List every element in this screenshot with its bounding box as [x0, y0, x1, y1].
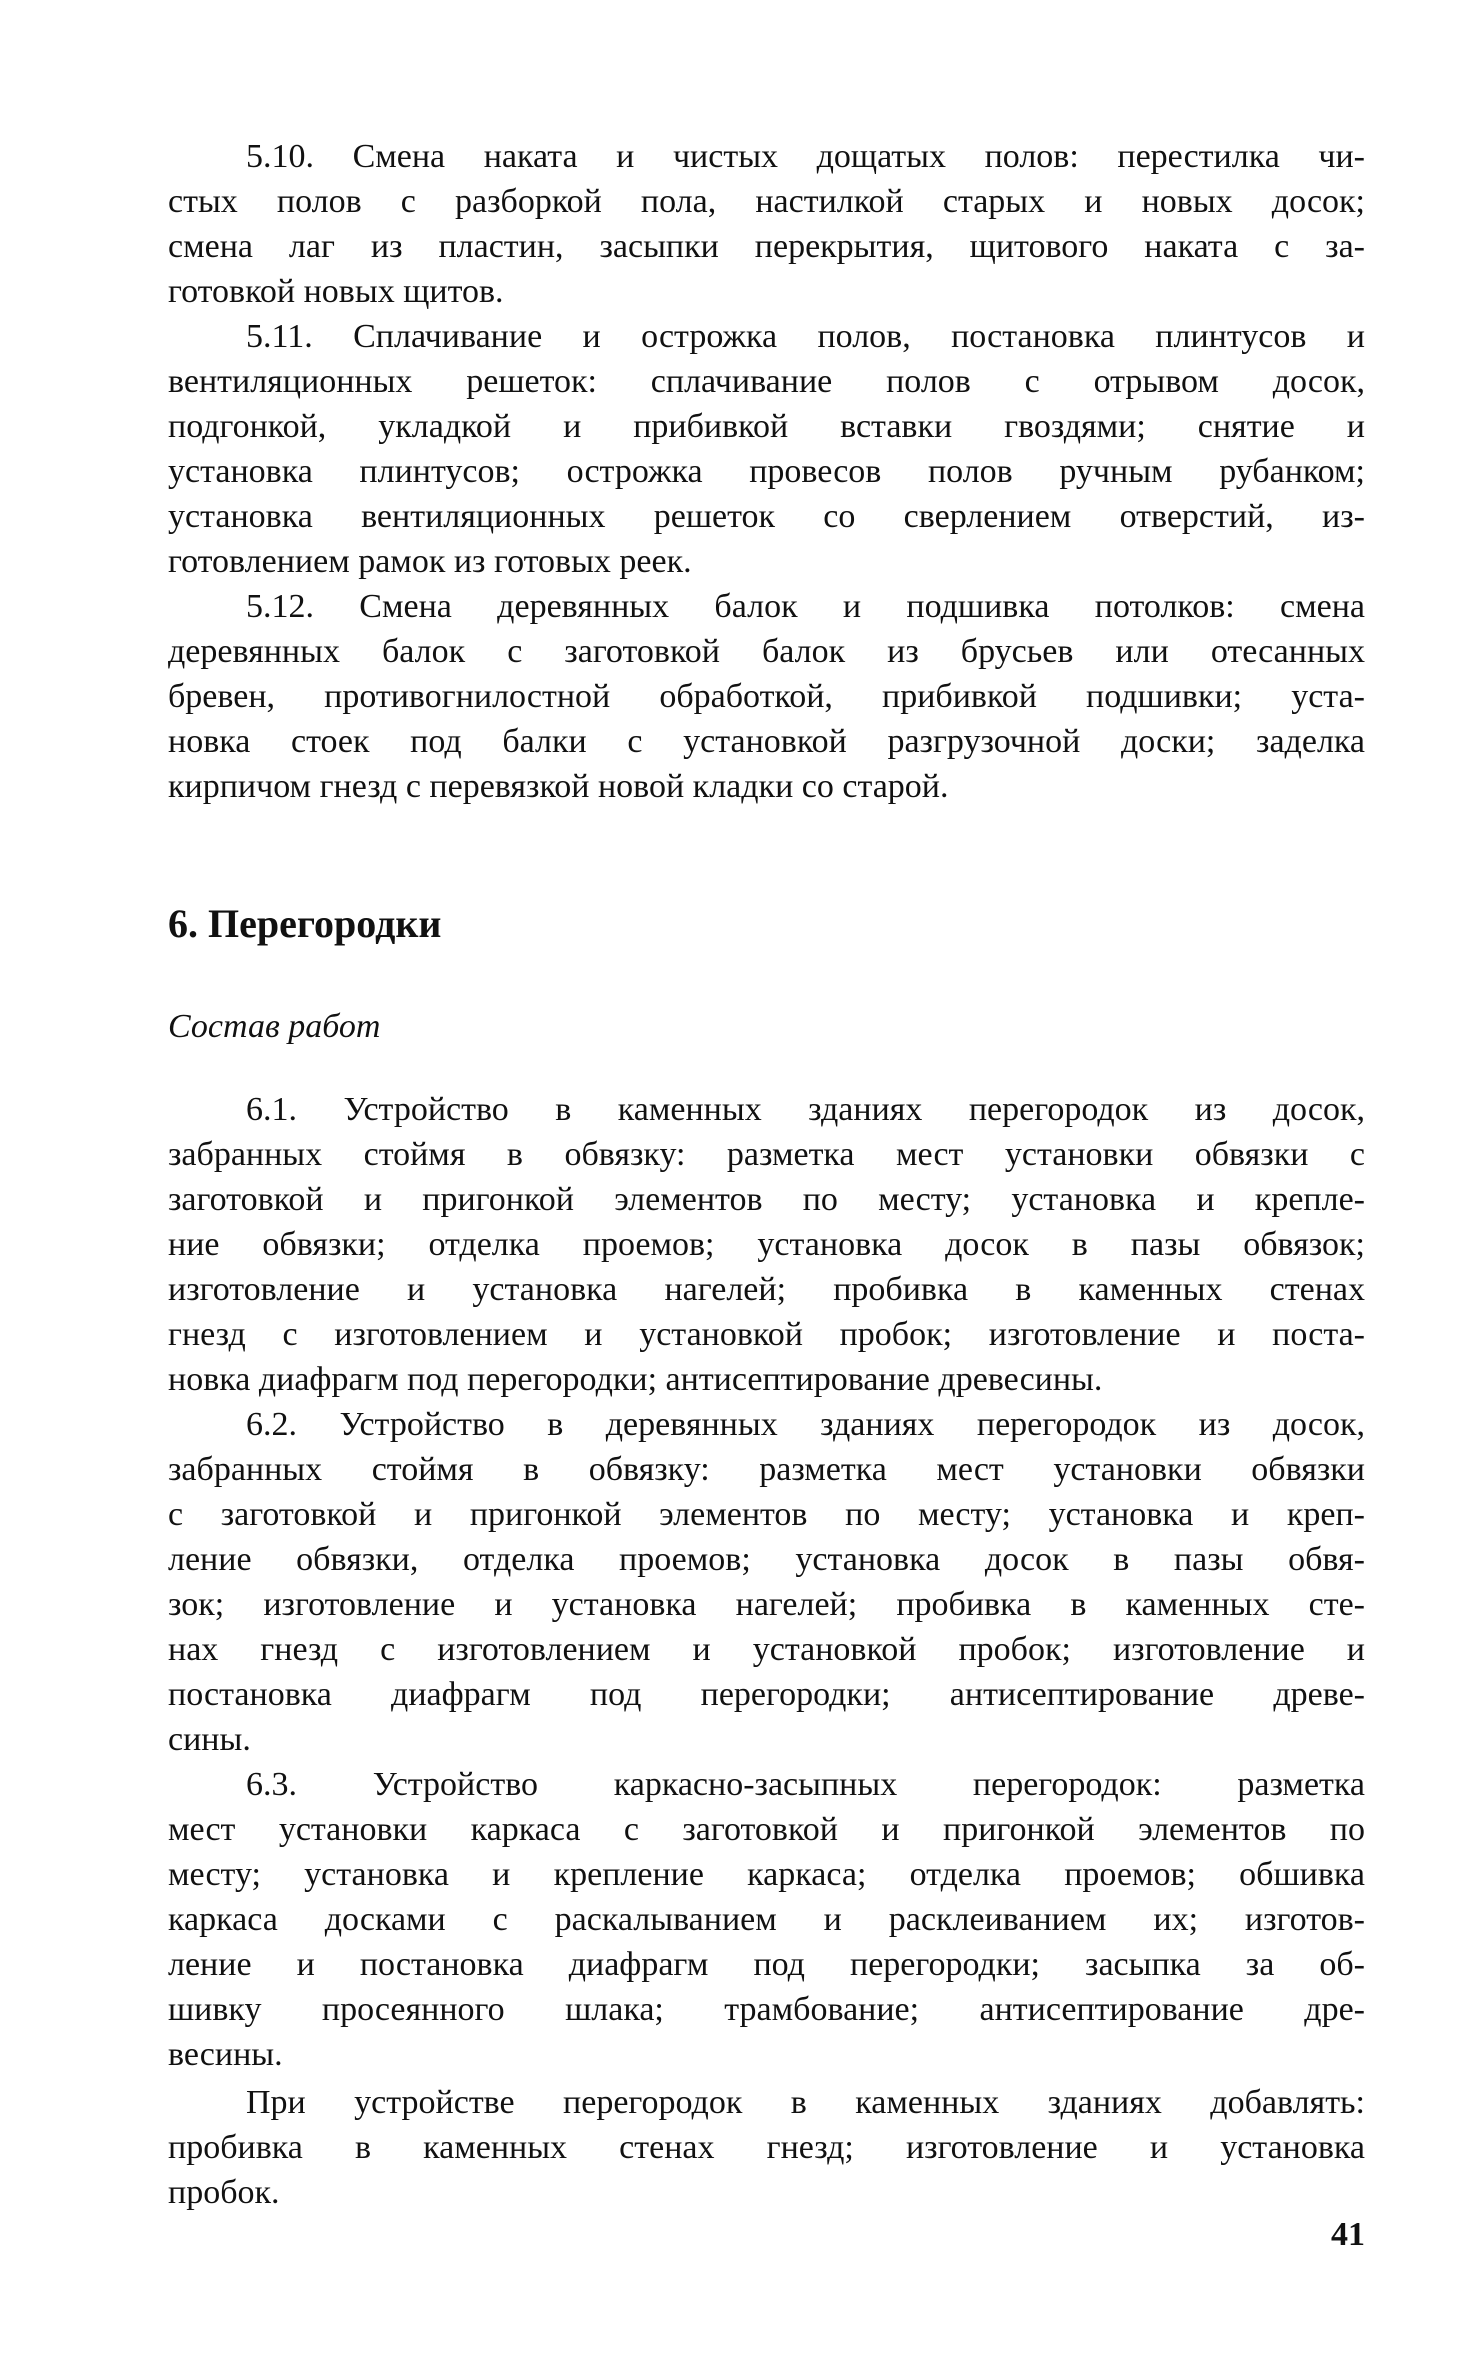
text-line: зок; изготовление и установка нагелей; пробивка в каменных сте- — [168, 1586, 1365, 1623]
text-line: ние обвязки; отделка проемов; установка досок в пазы обвязок; — [168, 1226, 1365, 1263]
paragraph — [168, 134, 1365, 314]
text-line: установка плинтусов; острожка провесов полов ручным рубанком; — [168, 453, 1365, 490]
text-line: готовлением рамок из готовых реек. — [168, 543, 692, 580]
text-line: каркаса досками с раскалыванием и расклеиванием их; изготов- — [168, 1901, 1365, 1938]
section-subheading: Состав работ — [168, 1008, 381, 1045]
text-line: шивку просеянного шлака; трамбование; антисептирование дре- — [168, 1991, 1365, 2028]
text-line: 5.10. Смена наката и чистых дощатых полов: перестилка чи- — [246, 138, 1365, 175]
paragraph — [168, 584, 1365, 809]
text-line: забранных стоймя в обвязку: разметка мест установки обвязки — [168, 1451, 1365, 1488]
section-5-text — [168, 134, 1365, 809]
text-line: подгонкой, укладкой и прибивкой вставки гвоздями; снятие и — [168, 408, 1365, 445]
section-6-text — [168, 1087, 1365, 2077]
text-line: 6.3. Устройство каркасно-засыпных перегородок: разметка — [246, 1766, 1365, 1803]
paragraph — [168, 1402, 1365, 1762]
text-line: стых полов с разборкой пола, настилкой старых и новых досок; — [168, 183, 1365, 220]
text-line: При устройстве перегородок в каменных зданиях добавлять: — [246, 2084, 1365, 2121]
text-line: бревен, противогнилостной обработкой, прибивкой подшивки; уста- — [168, 678, 1365, 715]
text-line: готовкой новых щитов. — [168, 273, 504, 310]
text-line: постановка диафрагм под перегородки; антисептирование древе- — [168, 1676, 1365, 1713]
text-line: 6.1. Устройство в каменных зданиях перегородок из досок, — [246, 1091, 1365, 1128]
text-line: 5.11. Сплачивание и острожка полов, постановка плинтусов и — [246, 318, 1365, 355]
paragraph — [168, 2080, 1365, 2215]
text-line: мест установки каркаса с заготовкой и пригонкой элементов по — [168, 1811, 1365, 1848]
text-line: гнезд с изготовлением и установкой пробок; изготовление и поста- — [168, 1316, 1365, 1353]
text-line: сины. — [168, 1721, 251, 1758]
text-line: заготовкой и пригонкой элементов по месту; установка и крепле- — [168, 1181, 1365, 1218]
note-text — [168, 2080, 1365, 2215]
text-line: весины. — [168, 2036, 283, 2073]
page-number: 41 — [1331, 2216, 1365, 2253]
text-line: ление обвязки, отделка проемов; установка досок в пазы обвя- — [168, 1541, 1365, 1578]
text-line: новка диафрагм под перегородки; антисептирование древесины. — [168, 1361, 1103, 1398]
text-line: 6.2. Устройство в деревянных зданиях перегородок из досок, — [246, 1406, 1365, 1443]
text-line: новка стоек под балки с установкой разгрузочной доски; заделка — [168, 723, 1365, 760]
text-line: с заготовкой и пригонкой элементов по месту; установка и креп- — [168, 1496, 1365, 1533]
text-line: вентиляционных решеток: сплачивание полов с отрывом досок, — [168, 363, 1365, 400]
text-line: пробок. — [168, 2174, 280, 2211]
text-line: установка вентиляционных решеток со сверлением отверстий, из- — [168, 498, 1365, 535]
text-line: деревянных балок с заготовкой балок из брусьев или отесанных — [168, 633, 1365, 670]
text-line: кирпичом гнезд с перевязкой новой кладки со старой. — [168, 768, 949, 805]
paragraph — [168, 1087, 1365, 1402]
text-line: изготовление и установка нагелей; пробивка в каменных стенах — [168, 1271, 1365, 1308]
text-line: нах гнезд с изготовлением и установкой пробок; изготовление и — [168, 1631, 1365, 1668]
section-heading: 6. Перегородки — [168, 901, 442, 946]
paragraph — [168, 314, 1365, 584]
text-line: ление и постановка диафрагм под перегородки; засыпка за об- — [168, 1946, 1365, 1983]
text-line: смена лаг из пластин, засыпки перекрытия, щитового наката с за- — [168, 228, 1365, 265]
text-line: забранных стоймя в обвязку: разметка мест установки обвязки с — [168, 1136, 1365, 1173]
text-line: 5.12. Смена деревянных балок и подшивка потолков: смена — [246, 588, 1365, 625]
text-line: пробивка в каменных стенах гнезд; изготовление и установка — [168, 2129, 1365, 2166]
paragraph — [168, 1762, 1365, 2077]
text-line: месту; установка и крепление каркаса; отделка проемов; обшивка — [168, 1856, 1365, 1893]
